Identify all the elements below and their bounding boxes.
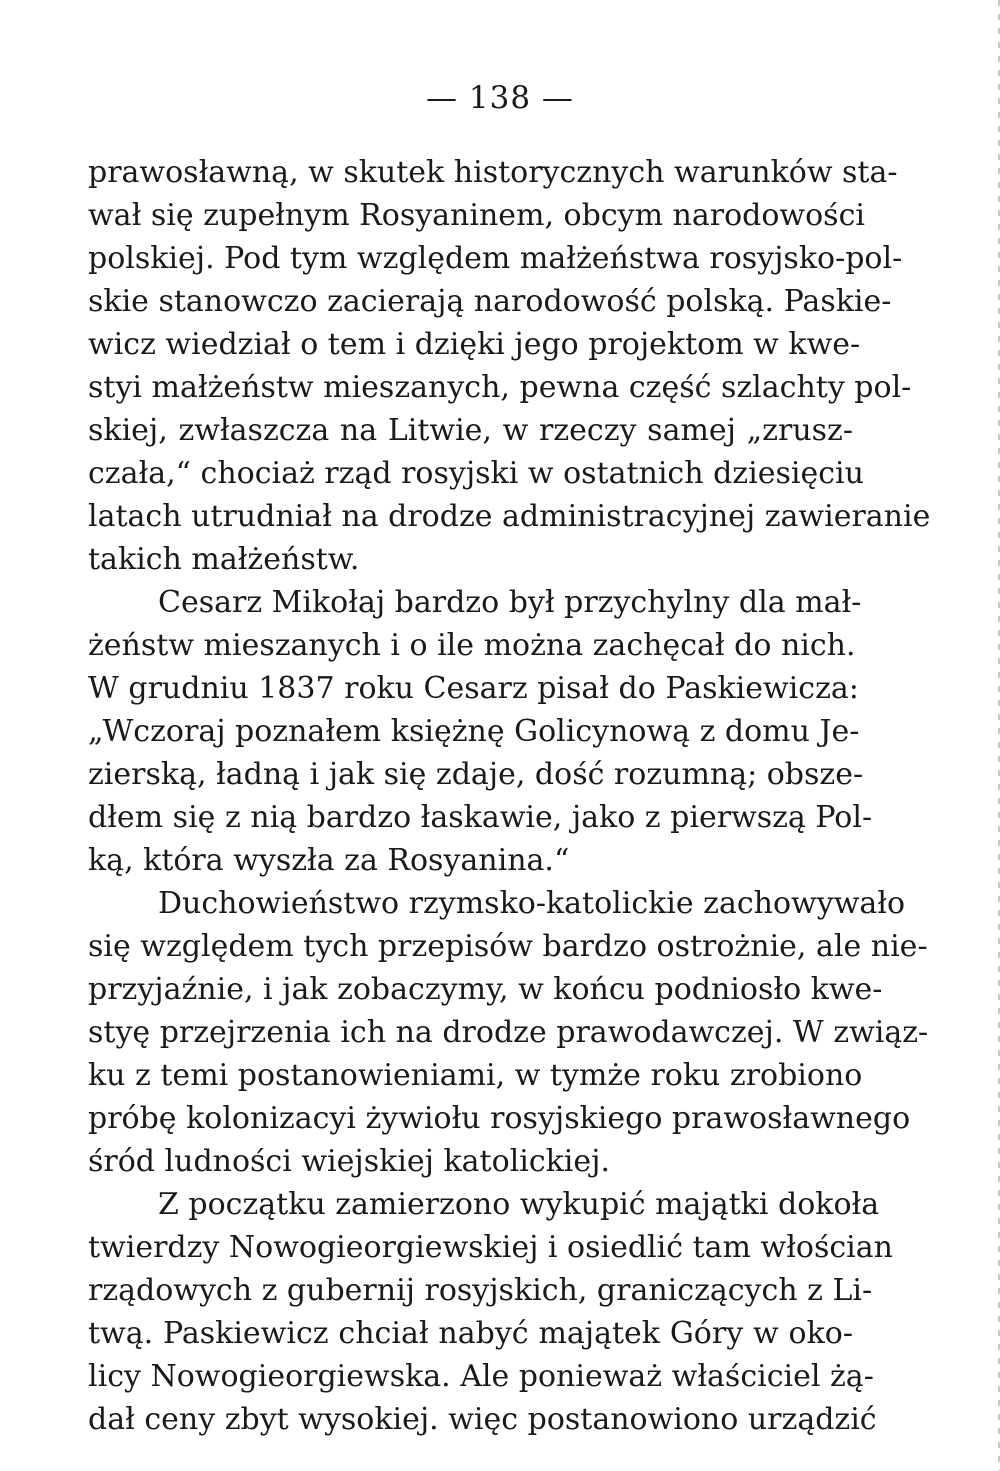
text-line: żeństw mieszanych i o ile można zachęcał do nich. <box>88 628 856 663</box>
text-line: Cesarz Mikołaj bardzo był przychylny dla mał- <box>158 585 862 620</box>
text-line: dał ceny zbyt wysokiej. więc postanowiono urządzić <box>88 1402 877 1437</box>
text-line: czała,“ chociaż rząd rosyjski w ostatnich dziesięciu <box>88 456 864 491</box>
text-line: latach utrudniał na drodze administracyjnej zawieranie <box>88 499 931 534</box>
text-line: takich małżeństw. <box>88 542 360 577</box>
text-line: „Wczoraj poznałem księżnę Golicynową z domu Je- <box>88 714 860 749</box>
text-line: rządowych z gubernij rosyjskich, graniczących z Li- <box>88 1273 873 1308</box>
text-line: Duchowieństwo rzymsko-katolickie zachowywało <box>158 886 906 921</box>
text-line: skiej, zwłaszcza na Litwie, w rzeczy samej „zrusz- <box>88 413 853 448</box>
text-line: ku z temi postanowieniami, w tymże roku zrobiono <box>88 1058 863 1093</box>
text-line: zierską, ładną i jak się zdaje, dość rozumną; obsze- <box>88 757 864 792</box>
text-line: śród ludności wiejskiej katolickiej. <box>88 1144 610 1179</box>
text-line: W grudniu 1837 roku Cesarz pisał do Paskiewicza: <box>88 671 859 706</box>
text-line: wał się zupełnym Rosyaninem, obcym narodowości <box>88 198 865 233</box>
text-line: wicz wiedział o tem i dzięki jego projektom w kwe- <box>88 327 861 362</box>
text-line: styi małżeństw mieszanych, pewna część szlachty pol- <box>88 370 912 405</box>
text-line: Z początku zamierzono wykupić majątki dokoła <box>158 1187 880 1222</box>
text-line: próbę kolonizacyi żywiołu rosyjskiego prawosławnego <box>88 1101 911 1136</box>
page-number: — 138 — <box>426 80 574 116</box>
text-line: styę przejrzenia ich na drodze prawodawczej. W związ- <box>88 1015 929 1050</box>
text-line: dłem się z nią bardzo łaskawie, jako z pierwszą Pol- <box>88 800 873 835</box>
text-line: się względem tych przepisów bardzo ostrożnie, ale nie- <box>88 929 928 964</box>
text-line: ką, która wyszła za Rosyanina.“ <box>88 843 570 878</box>
text-line: przyjaźnie, i jak zobaczymy, w końcu podniosło kwe- <box>88 972 883 1007</box>
text-line: licy Nowogieorgiewska. Ale ponieważ właściciel żą- <box>88 1359 874 1394</box>
text-line: prawosławną, w skutek historycznych warunków sta- <box>88 155 898 190</box>
text-line: polskiej. Pod tym względem małżeństwa rosyjsko-pol- <box>88 241 903 276</box>
text-line: twierdzy Nowogieorgiewskiej i osiedlić tam włościan <box>88 1230 893 1265</box>
text-line: skie stanowczo zacierają narodowość polską. Paskie- <box>88 284 892 319</box>
text-line: twą. Paskiewicz chciał nabyć majątek Góry w oko- <box>88 1316 853 1351</box>
